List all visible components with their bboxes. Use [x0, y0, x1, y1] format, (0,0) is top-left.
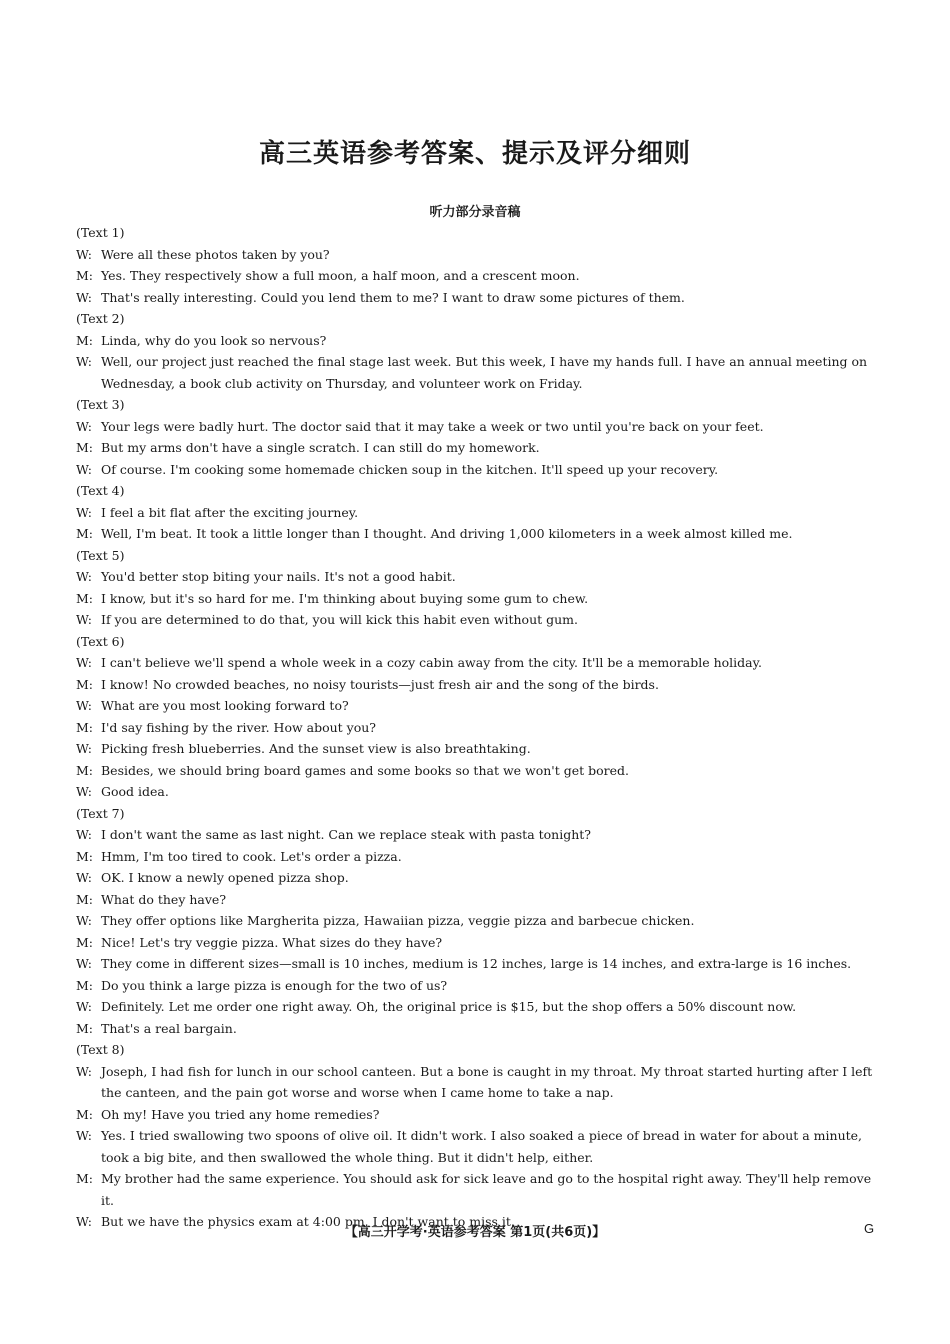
dialogue-text: I can't believe we'll spend a whole week in a cozy cabin away from the city. It'll be a memorable holiday. — [101, 655, 762, 670]
dialogue-line — [76, 1125, 880, 1168]
transcript — [76, 222, 880, 1233]
speaker-label: M: — [76, 1020, 94, 1036]
speaker-label: W: — [76, 1128, 92, 1143]
speaker-label: W: — [76, 504, 92, 520]
text-number-label: (Text 6) — [76, 633, 125, 649]
dialogue-line — [76, 351, 880, 394]
dialogue-text: If you are determined to do that, you will kick this habit even without gum. — [101, 612, 578, 627]
dialogue-text: Besides, we should bring board games and some books so that we won't get bored. — [101, 762, 630, 778]
dialogue-text: Oh my! Have you tried any home remedies? — [101, 1106, 380, 1122]
dialogue-text: I know! No crowded beaches, no noisy tourists—just fresh air and the song of the birds. — [101, 676, 659, 692]
dialogue-text: Were all these photos taken by you? — [101, 246, 330, 262]
dialogue-text: But we have the physics exam at 4:00 pm. I don't want to miss it. — [101, 1214, 515, 1229]
dialogue-text: You'd better stop biting your nails. It's not a good habit. — [101, 569, 456, 584]
dialogue-line — [76, 652, 880, 674]
dialogue-text: Your legs were badly hurt. The doctor said that it may take a week or two until you're back on your feet. — [101, 418, 764, 434]
speaker-label: M: — [76, 1171, 94, 1186]
dialogue-line — [76, 459, 880, 481]
dialogue-text: Picking fresh blueberries. And the sunset view is also breathtaking. — [101, 741, 531, 756]
dialogue-line — [76, 717, 880, 739]
dialogue-text: Do you think a large pizza is enough for the two of us? — [101, 977, 448, 993]
dialogue-line — [76, 244, 880, 266]
text-number-label: (Text 7) — [76, 805, 125, 821]
dialogue-line — [76, 975, 880, 997]
speaker-label: W: — [76, 246, 92, 262]
text-number-label: (Text 5) — [76, 547, 125, 563]
dialogue-line — [76, 760, 880, 782]
dialogue-text: But my arms don't have a single scratch. I can still do my homework. — [101, 440, 540, 455]
dialogue-text: Nice! Let's try veggie pizza. What sizes do they have? — [101, 934, 443, 950]
speaker-label: M: — [76, 1106, 94, 1122]
dialogue-line — [76, 996, 880, 1018]
dialogue-text: Yes. I tried swallowing two spoons of olive oil. It didn't work. I also soaked a piece of bread in water for about a minute, took a big bite, and then swallowed the whole thing. But it didn't help, either. — [101, 1128, 863, 1165]
speaker-label: M: — [76, 526, 94, 541]
text-number-label: (Text 1) — [76, 225, 125, 240]
dialogue-text: Definitely. Let me order one right away. Oh, the original price is $15, but the shop offers a 50% discount now. — [101, 999, 797, 1014]
speaker-label: M: — [76, 676, 94, 692]
dialogue-text: Well, I'm beat. It took a little longer than I thought. And driving 1,000 kilometers in a week almost killed me. — [101, 526, 793, 541]
dialogue-line — [76, 695, 880, 717]
dialogue-line — [76, 416, 880, 438]
dialogue-text: They offer options like Margherita pizza, Hawaiian pizza, veggie pizza and barbecue chicken. — [101, 913, 695, 928]
speaker-label: W: — [76, 698, 92, 713]
dialogue-line — [76, 846, 880, 868]
dialogue-text: That's a real bargain. — [101, 1020, 237, 1036]
dialogue-text: I don't want the same as last night. Can we replace steak with pasta tonight? — [101, 827, 592, 842]
dialogue-line — [76, 287, 880, 309]
speaker-label: M: — [76, 590, 94, 606]
dialogue-line — [76, 1018, 880, 1040]
dialogue-text: They come in different sizes—small is 10 inches, medium is 12 inches, large is 14 inches, and extra-large is 16 inches. — [101, 956, 852, 971]
speaker-label: M: — [76, 440, 94, 455]
dialogue-line — [76, 1168, 880, 1211]
dialogue-line — [76, 781, 880, 803]
speaker-label: M: — [76, 268, 94, 283]
speaker-label: M: — [76, 891, 94, 907]
section-title: 听力部分录音稿 — [429, 205, 521, 220]
footer-version-letter: G — [864, 1221, 875, 1236]
page-footer: 【高三开学考·英语参考答案 第1页(共6页)】 — [344, 1225, 606, 1240]
dialogue-line — [76, 609, 880, 631]
dialogue-text: I feel a bit flat after the exciting journey. — [101, 504, 359, 520]
dialogue-text: That's really interesting. Could you lend them to me? I want to draw some pictures of them. — [101, 289, 685, 305]
speaker-label: W: — [76, 1214, 92, 1229]
speaker-label: W: — [76, 612, 92, 627]
speaker-label: M: — [76, 848, 94, 864]
dialogue-text: Of course. I'm cooking some homemade chicken soup in the kitchen. It'll speed up your recovery. — [101, 461, 719, 477]
dialogue-line — [76, 523, 880, 545]
page-title: 高三英语参考答案、提示及评分细则 — [258, 139, 691, 169]
speaker-label: W: — [76, 418, 92, 434]
dialogue-text: What do they have? — [101, 891, 227, 907]
dialogue-text: What are you most looking forward to? — [101, 698, 349, 713]
dialogue-line — [76, 867, 880, 889]
dialogue-line — [76, 1104, 880, 1126]
speaker-label: M: — [76, 762, 94, 778]
dialogue-text: OK. I know a newly opened pizza shop. — [101, 870, 349, 885]
speaker-label: W: — [76, 956, 92, 971]
dialogue-line — [76, 330, 880, 352]
dialogue-line — [76, 588, 880, 610]
speaker-label: M: — [76, 719, 94, 735]
dialogue-text: Hmm, I'm too tired to cook. Let's order a pizza. — [101, 848, 402, 864]
text-number-label: (Text 4) — [76, 483, 125, 498]
dialogue-text: Yes. They respectively show a full moon, a half moon, and a crescent moon. — [101, 268, 580, 283]
speaker-label: W: — [76, 784, 92, 799]
speaker-label: W: — [76, 999, 92, 1014]
speaker-label: W: — [76, 461, 92, 477]
dialogue-line — [76, 824, 880, 846]
dialogue-text: I know, but it's so hard for me. I'm thinking about buying some gum to chew. — [101, 590, 589, 606]
speaker-label: W: — [76, 741, 92, 756]
dialogue-text: Well, our project just reached the final stage last week. But this week, I have my hands full. I have an annual meeting on Wednesday, a book club activity on Thursday, and volunteer work on Friday. — [101, 354, 868, 391]
text-number-label: (Text 2) — [76, 311, 125, 326]
text-number-label: (Text 3) — [76, 397, 125, 412]
speaker-label: M: — [76, 977, 94, 993]
dialogue-text: Linda, why do you look so nervous? — [101, 332, 327, 348]
speaker-label: W: — [76, 870, 92, 885]
speaker-label: W: — [76, 569, 92, 584]
speaker-label: W: — [76, 913, 92, 928]
speaker-label: W: — [76, 827, 92, 842]
dialogue-line — [76, 738, 880, 760]
dialogue-line — [76, 932, 880, 954]
dialogue-line — [76, 566, 880, 588]
speaker-label: W: — [76, 655, 92, 670]
dialogue-line — [76, 953, 880, 975]
dialogue-text: My brother had the same experience. You should ask for sick leave and go to the hospital right away. They'll help remove it. — [101, 1171, 872, 1208]
dialogue-line — [76, 889, 880, 911]
dialogue-text: Good idea. — [101, 784, 169, 799]
dialogue-text: I'd say fishing by the river. How about you? — [101, 719, 377, 735]
dialogue-line — [76, 1061, 880, 1104]
dialogue-line — [76, 674, 880, 696]
dialogue-line — [76, 910, 880, 932]
speaker-label: W: — [76, 1063, 92, 1079]
dialogue-text: Joseph, I had fish for lunch in our school canteen. But a bone is caught in my throat. My throat started hurting after I left the canteen, and the pain got worse and worse when I came home to take a nap. — [101, 1063, 873, 1100]
dialogue-line — [76, 437, 880, 459]
dialogue-line — [76, 265, 880, 287]
speaker-label: W: — [76, 354, 92, 369]
speaker-label: W: — [76, 289, 92, 305]
text-number-label: (Text 8) — [76, 1042, 125, 1057]
dialogue-line — [76, 502, 880, 524]
speaker-label: M: — [76, 934, 94, 950]
speaker-label: M: — [76, 332, 94, 348]
